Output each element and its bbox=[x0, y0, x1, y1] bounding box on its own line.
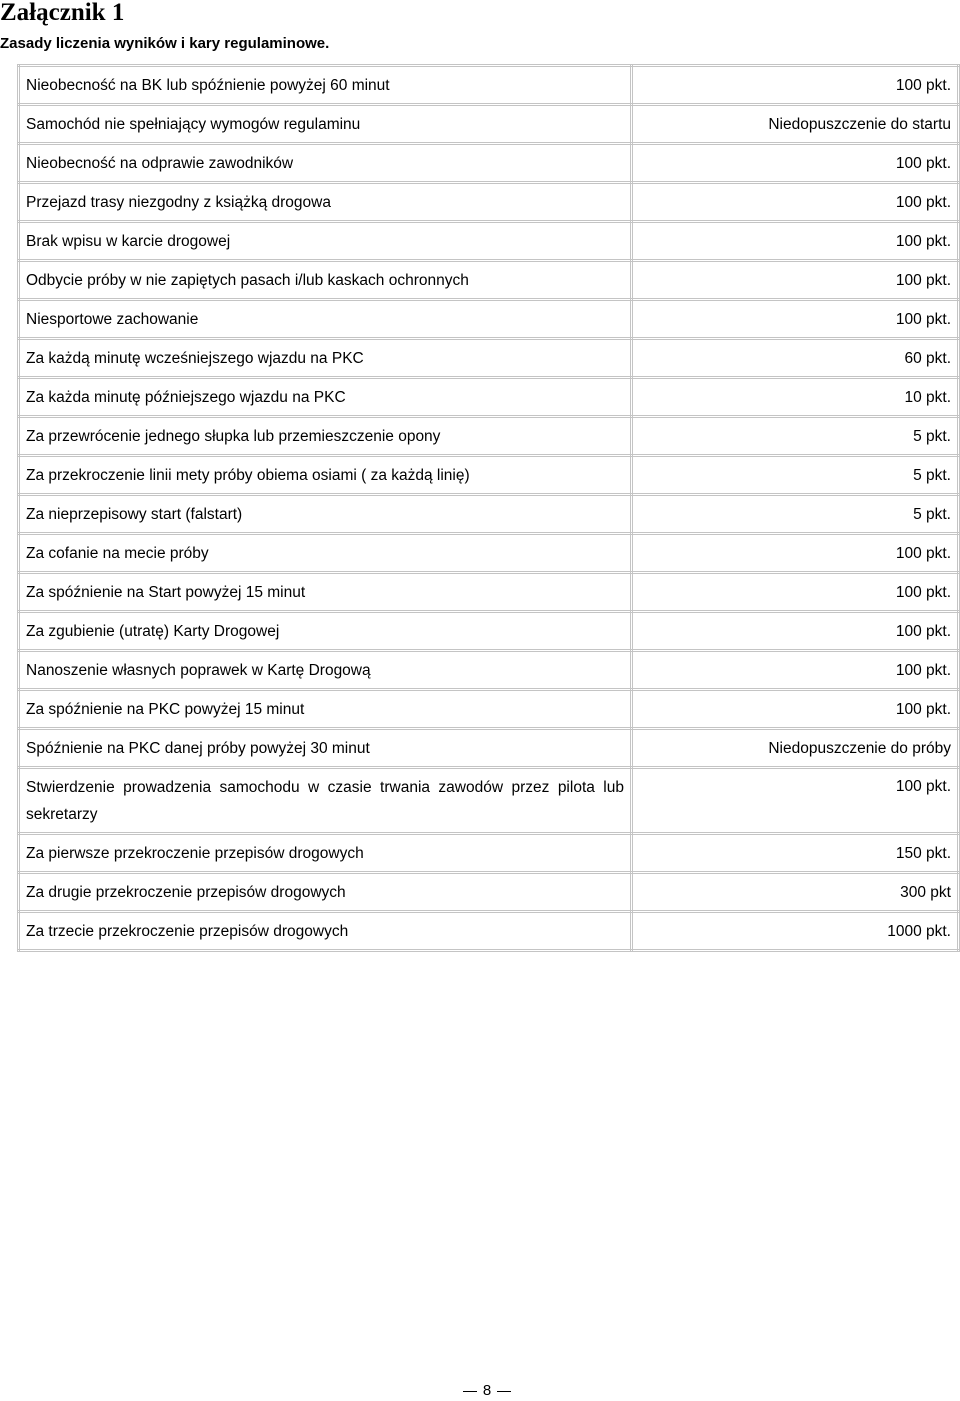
table-row bbox=[19, 300, 959, 339]
footer-rule-right bbox=[497, 1391, 511, 1392]
rule-penalty: Niedopuszczenie do startu bbox=[632, 105, 959, 144]
table-row bbox=[19, 183, 959, 222]
rule-description: Nieobecność na BK lub spóźnienie powyżej 60 minut bbox=[19, 66, 632, 105]
rule-description: Za trzecie przekroczenie przepisów drogowych bbox=[19, 912, 632, 951]
rule-penalty: 100 pkt. bbox=[632, 651, 959, 690]
table-row bbox=[19, 222, 959, 261]
rule-description: Za nieprzepisowy start (falstart) bbox=[19, 495, 632, 534]
rule-description: Samochód nie spełniający wymogów regulaminu bbox=[19, 105, 632, 144]
table-row bbox=[19, 495, 959, 534]
table-row bbox=[19, 729, 959, 768]
rule-description: Za każdą minutę wcześniejszego wjazdu na PKC bbox=[19, 339, 632, 378]
rule-penalty: 150 pkt. bbox=[632, 834, 959, 873]
rule-penalty: Niedopuszczenie do próby bbox=[632, 729, 959, 768]
table-row bbox=[19, 534, 959, 573]
rule-penalty: 5 pkt. bbox=[632, 417, 959, 456]
table-row bbox=[19, 339, 959, 378]
rule-description: Za spóźnienie na PKC powyżej 15 minut bbox=[19, 690, 632, 729]
rule-penalty: 100 pkt. bbox=[632, 222, 959, 261]
table-row bbox=[19, 573, 959, 612]
rule-penalty: 5 pkt. bbox=[632, 495, 959, 534]
page-number: 8 bbox=[482, 1382, 492, 1399]
table-row bbox=[19, 873, 959, 912]
rule-penalty: 100 pkt. bbox=[632, 612, 959, 651]
rule-description: Za cofanie na mecie próby bbox=[19, 534, 632, 573]
rule-description: Za spóźnienie na Start powyżej 15 minut bbox=[19, 573, 632, 612]
rule-penalty: 100 pkt. bbox=[632, 573, 959, 612]
table-row bbox=[19, 378, 959, 417]
rule-penalty: 100 pkt. bbox=[632, 66, 959, 105]
table-row bbox=[19, 456, 959, 495]
table-row bbox=[19, 651, 959, 690]
table-row bbox=[19, 66, 959, 105]
table-row bbox=[19, 261, 959, 300]
rule-description: Za zgubienie (utratę) Karty Drogowej bbox=[19, 612, 632, 651]
rule-penalty: 100 pkt. bbox=[632, 768, 959, 834]
rule-description: Przejazd trasy niezgodny z książką drogowa bbox=[19, 183, 632, 222]
penalty-table-body bbox=[19, 66, 959, 951]
rule-penalty: 100 pkt. bbox=[632, 261, 959, 300]
table-row bbox=[19, 834, 959, 873]
rule-penalty: 5 pkt. bbox=[632, 456, 959, 495]
document-title: Załącznik 1 bbox=[0, 0, 125, 26]
table-row bbox=[19, 144, 959, 183]
table-row bbox=[19, 768, 959, 834]
footer-rule-left bbox=[463, 1391, 477, 1392]
rule-penalty: 1000 pkt. bbox=[632, 912, 959, 951]
rule-penalty: 300 pkt bbox=[632, 873, 959, 912]
rule-penalty: 100 pkt. bbox=[632, 534, 959, 573]
rule-penalty: 100 pkt. bbox=[632, 690, 959, 729]
rule-description: Stwierdzenie prowadzenia samochodu w czasie trwania zawodów przez pilota lub sekretarzy bbox=[19, 768, 632, 834]
rule-penalty: 100 pkt. bbox=[632, 144, 959, 183]
rule-description: Za pierwsze przekroczenie przepisów drogowych bbox=[19, 834, 632, 873]
rule-penalty: 60 pkt. bbox=[632, 339, 959, 378]
rule-penalty: 10 pkt. bbox=[632, 378, 959, 417]
rule-description: Za przewrócenie jednego słupka lub przemieszczenie opony bbox=[19, 417, 632, 456]
rule-description: Za przekroczenie linii mety próby obiema osiami ( za każdą linię) bbox=[19, 456, 632, 495]
rule-description: Nanoszenie własnych poprawek w Kartę Drogową bbox=[19, 651, 632, 690]
rule-description: Za każda minutę późniejszego wjazdu na PKC bbox=[19, 378, 632, 417]
table-row bbox=[19, 417, 959, 456]
rule-description: Za drugie przekroczenie przepisów drogowych bbox=[19, 873, 632, 912]
rule-penalty: 100 pkt. bbox=[632, 183, 959, 222]
rule-penalty: 100 pkt. bbox=[632, 300, 959, 339]
document-subtitle: Zasady liczenia wyników i kary regulaminowe. bbox=[0, 35, 330, 52]
table-row bbox=[19, 105, 959, 144]
rule-description: Spóźnienie na PKC danej próby powyżej 30 minut bbox=[19, 729, 632, 768]
rule-description: Odbycie próby w nie zapiętych pasach i/lub kaskach ochronnych bbox=[19, 261, 632, 300]
table-row bbox=[19, 690, 959, 729]
penalty-table bbox=[17, 64, 960, 952]
page-footer bbox=[0, 1381, 960, 1401]
rule-description: Niesportowe zachowanie bbox=[19, 300, 632, 339]
rule-description: Brak wpisu w karcie drogowej bbox=[19, 222, 632, 261]
table-row bbox=[19, 912, 959, 951]
table-row bbox=[19, 612, 959, 651]
rule-description: Nieobecność na odprawie zawodników bbox=[19, 144, 632, 183]
